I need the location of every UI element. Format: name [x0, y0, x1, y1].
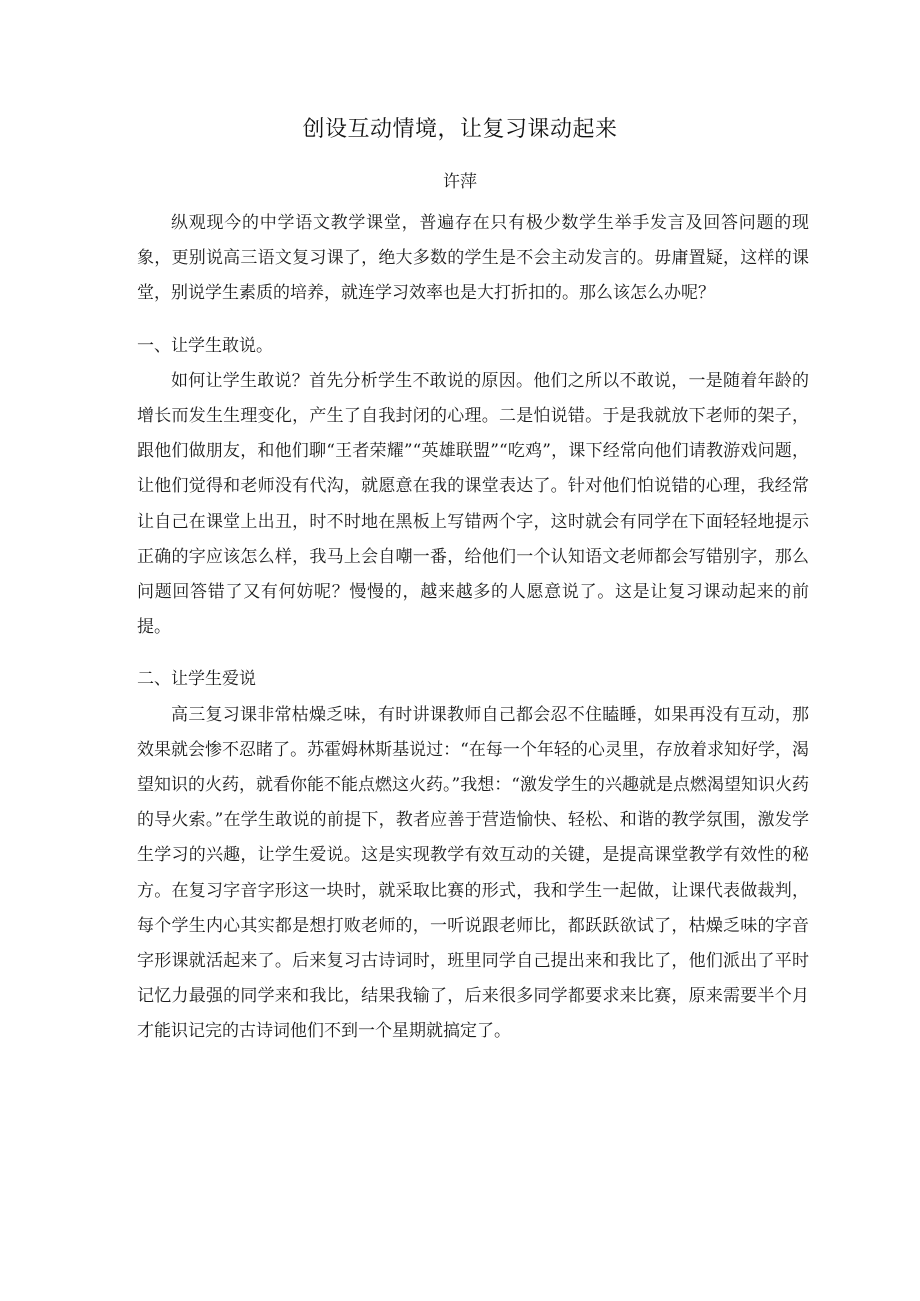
section-heading-2: 二、让学生爱说 — [137, 669, 256, 690]
paragraph-gap — [137, 312, 809, 329]
intro-paragraph: 纵观现今的中学语文教学课堂，普遍存在只有极少数学生举手发言及回答问题的现象，更别说高三语文复习课了，绝大多数的学生是不会主动发言的。毋庸置疑，这样的课堂，别说学生素质的培养，就连学习效率也是大打折扣的。那么该怎么办呢？ — [137, 213, 809, 304]
document-author: 许萍 — [443, 172, 477, 192]
section-body-1: 如何让学生敢说？首先分析学生不敢说的原因。他们之所以不敢说，一是随着年龄的增长而发生生理变化，产生了自我封闭的心理。二是怕说错。于是我就放下老师的架子，跟他们做朋友，和他们聊“王者荣耀”“英雄联盟”“吃鸡”，课下经常向他们请教游戏问题，让他们觉得和老师没有代沟，就愿意在我的课堂表达了。针对他们怕说错的心理，我经常让自己在课堂上出丑，时不时地在黑板上写错两个字，这时就会有同学在下面轻轻地提示正确的字应该怎么样，我马上会自嘲一番，给他们一个认知语文老师都会写错别字，那么问题回答错了又有何妨呢？慢慢的，越来越多的人愿意说了。这是让复习课动起来的前提。 — [137, 370, 809, 638]
paragraph-gap — [137, 645, 809, 662]
document-body — [137, 206, 809, 1050]
section-heading-1: 一、让学生敢说。 — [137, 335, 273, 356]
section-body-2: 高三复习课非常枯燥乏味，有时讲课教师自己都会忍不住瞌睡，如果再没有互动，那效果就会惨不忍睹了。苏霍姆林斯基说过：“在每一个年轻的心灵里，存放着求知好学，渴望知识的火药，就看你能不能点燃这火药。”我想：“激发学生的兴趣就是点燃渴望知识火药的导火索。”在学生敢说的前提下，教者应善于营造愉快、轻松、和谐的教学氛围，激发学生学习的兴趣，让学生爱说。这是实现教学有效互动的关键，是提高课堂教学有效性的秘方。在复习字音字形这一块时，就采取比赛的形式，我和学生一起做，让课代表做裁判，每个学生内心其实都是想打败老师的，一听说跟老师比，都跃跃欲试了，枯燥乏味的字音字形课就活起来了。后来复习古诗词时，班里同学自己提出来和我比了，他们派出了平时记忆力最强的同学来和我比，结果我输了，后来很多同学都要求来比赛，原来需要半个月才能识记完的古诗词他们不到一个星期就搞定了。 — [137, 704, 809, 1042]
document-title: 创设互动情境，让复习课动起来 — [302, 117, 618, 142]
